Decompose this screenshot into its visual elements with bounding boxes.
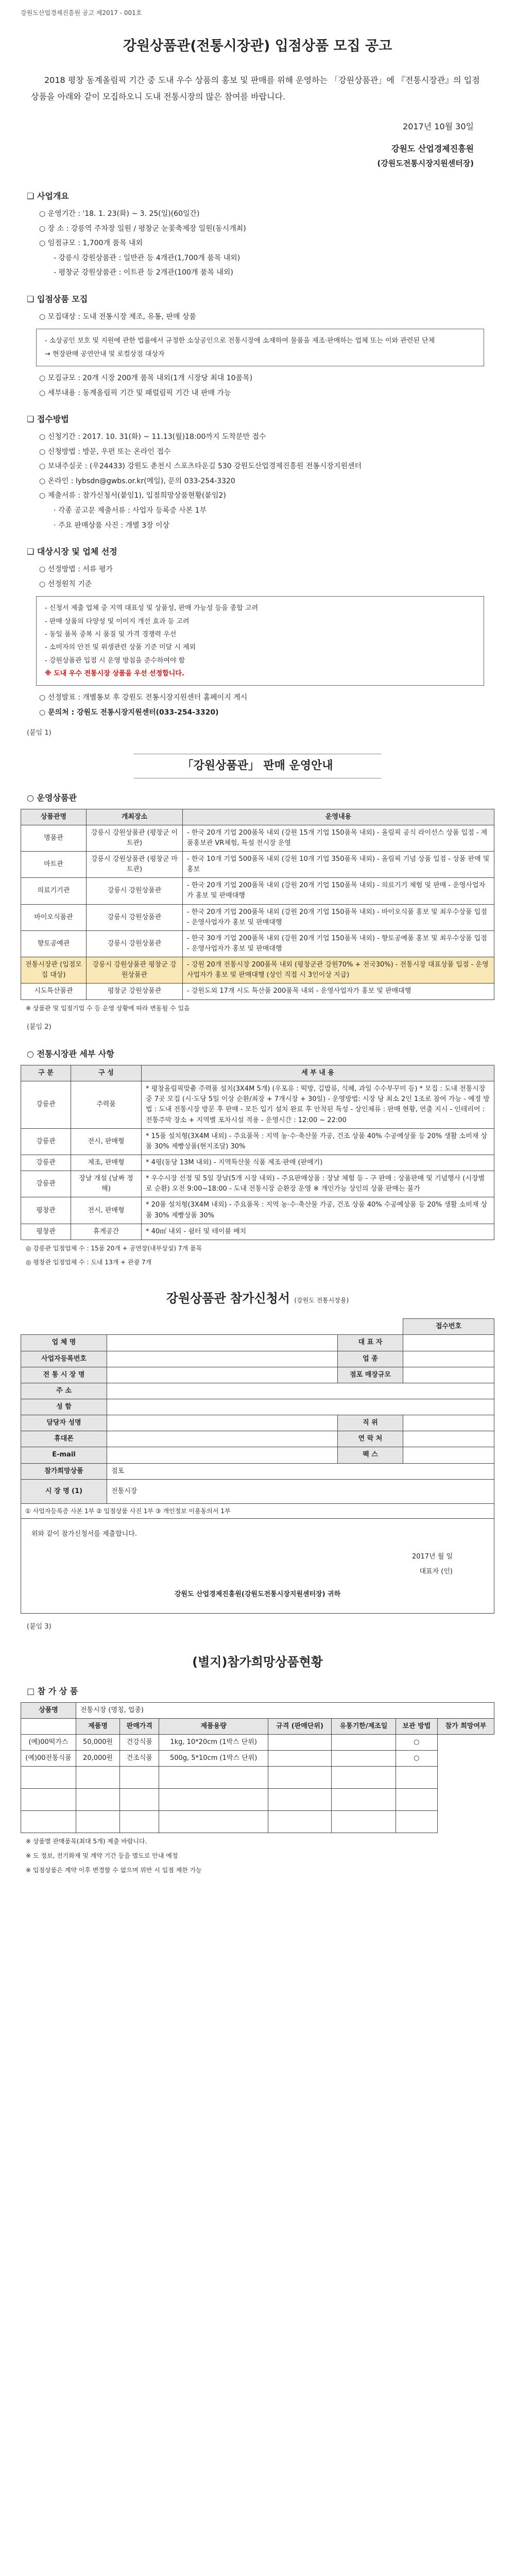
list-item: ○ 임점규모 : 1,700개 품목 내외	[39, 239, 143, 248]
form2-note: ※ 입점상품은 계약 이후 변경할 수 없으며 위반 시 입점 제한 가능	[26, 1866, 202, 1874]
col-header: 세 부 내 용	[142, 1065, 494, 1081]
sign-date: 2017년 월 일	[411, 1553, 453, 1561]
document-header: 강원도산업경제진흥원 공고 제2017 - 001호	[21, 9, 142, 16]
col-header: 보관 방법	[396, 1719, 437, 1735]
table-row	[21, 878, 494, 904]
table-row	[21, 1155, 494, 1171]
attachment-tag: (붙임 1)	[27, 728, 52, 737]
col-header: 구 분	[21, 1065, 71, 1081]
cell-details: * 평창올림픽맞춤 주력품 설치(3X4M 5개) (우포유 : 떡방, 김밥류, 식혜, 과일 수수부꾸미 등) * 모집 : 도내 전통시장 중 7곳 모집 (시·도당 5일 이상 순환/최장 + 7개시장 + 30일) - 운영방법: 시장 당 최소 2인 1조로 참여 가능 - 예정 방법 : 도내 전통시장 방문 후 판매 - 모든 입기 설치 완료 후 안착된 특성 - 상인체류 : 판매 현황, 연출 지시 - 인테리어 : 전통주막 장소 + 지역별 포차시설 적용 - 운영시간 : 12:00 ~ 22:00	[142, 1081, 494, 1129]
cell-venue: 평창군 강원상품관	[87, 984, 183, 999]
cell-division: 강릉관	[21, 1171, 71, 1197]
section-recruit-title: ❏ 입점상품 모집	[27, 294, 88, 304]
form1-title-text: 강원상품관 참가신청서	[166, 1291, 290, 1306]
box-line: - 동일 품목 중복 시 품질 및 가격 경쟁력 우선	[45, 630, 177, 638]
product-status-table	[21, 1702, 494, 1834]
selection-box	[36, 596, 484, 686]
form-field[interactable]	[403, 1335, 494, 1351]
table1-caption: ○ 운영상품관	[27, 792, 77, 803]
col-header: 판매가격	[120, 1719, 159, 1735]
form-label: 성 함	[21, 1399, 107, 1415]
cell-details: * 40㎡ 내외 - 쉼터 및 테이블 배치	[142, 1224, 494, 1240]
table-row	[21, 930, 494, 957]
cell-details: * 우수시장 선정 및 5일 장날(5개 시장 내외) - 주요판매상품 : 장날 체험 등 - 구 판매 : 상품판매 및 기념행사 (시장별로 순환) 오전 9:00~18:00 - 도내 전통시장 순환장 운영 ※ 개인가능 상인의 상품 판매는 불가	[142, 1171, 494, 1197]
section-apply-title: ❏ 접수방법	[27, 414, 69, 425]
cell-details: - 강원 20개 전통시장 200품목 내외 (평창군관 강원70% + 전국30%) - 전통시장 대표상품 입점 - 운영사업자가 홍보 및 판매대행 (상인 직접 시 3인이상 지급)	[183, 957, 494, 984]
form-field[interactable]	[107, 1399, 494, 1415]
market-label: 전통시장	[111, 1487, 138, 1495]
cell-division: 평창관	[21, 1224, 71, 1240]
form-field[interactable]	[107, 1335, 338, 1351]
cell-venue: 강릉시 강원상품관	[87, 930, 183, 957]
attachment-tag: (붙임 3)	[27, 1622, 52, 1631]
form-label: 직 위	[338, 1415, 403, 1431]
table-row	[21, 1735, 494, 1751]
table-row	[21, 957, 494, 984]
form-label: 휴대폰	[21, 1431, 107, 1447]
cell-composition: 전시, 판매형	[71, 1197, 142, 1224]
cell: 1kg, 10*20cm (1박스 단위)	[159, 1735, 268, 1751]
cell-showroom: 전통시장관 (입점모집 대상)	[21, 957, 87, 984]
cell	[268, 1751, 331, 1767]
form-field[interactable]	[107, 1415, 338, 1431]
box-line: ※ 도내 우수 전통시장 상품을 우선 선정합니다.	[45, 669, 184, 677]
cell-showroom: 의료기기관	[21, 878, 87, 904]
cell-venue: 강릉시 강원상품관	[87, 904, 183, 930]
list-item: ○ 장 소 : 강릉역 주차장 일원 / 평창군 눈꽃축제장 일원(동시개최)	[39, 224, 246, 233]
form-label: 대 표 자	[338, 1335, 403, 1351]
form-label: 연 락 처	[338, 1431, 403, 1447]
form-field[interactable]	[403, 1367, 494, 1383]
list-subitem: · 주요 판매상품 사진 : 개별 3장 이상	[54, 521, 170, 530]
cell-composition: 전시, 판매형	[71, 1128, 142, 1155]
cell-division: 강릉관	[21, 1128, 71, 1155]
checklist: ① 사업자등록증 사본 1부 ② 입점상품 사진 1부 ③ 개인정보 이용동의서 1부	[21, 1503, 494, 1519]
table-row	[21, 825, 494, 851]
page-title: 강원상품관(전통시장관) 입점상품 모집 공고	[123, 38, 392, 54]
col-header: 유통기한/제조일	[332, 1719, 396, 1735]
cell-details: - 한국 30개 기업 200품목 내외 (강원 20개 기업 150품목 내외) - 향토공예품 홍보 및 최우수상품 입점 - 운영사업자가 홍보 및 판매대행	[183, 930, 494, 957]
table-row	[21, 1171, 494, 1197]
col-header: 제품명	[76, 1719, 120, 1735]
cell-composition: 휴게공간	[71, 1224, 142, 1240]
box-line: - 소상공인 보호 및 지원에 관한 법률에서 규정한 소상공인으로 전통시장에 소재하여 물품을 제조·판매하는 업체 또는 이와 관련된 단체	[45, 337, 435, 345]
cell-venue: 강릉시 강원상품관 (평창군 이트관)	[87, 825, 183, 851]
cell-details: * 4평(동당 13M 내외) - 지역특산물 식품 제조·판매 (판매기)	[142, 1155, 494, 1171]
table-row	[21, 1751, 494, 1767]
table2-note: ◎ 강릉관 입점업체 수 : 15품 20개 + 공연장(내부상설) 7개 품목	[26, 1244, 202, 1252]
cell-composition: 제조, 판매형	[71, 1155, 142, 1171]
cell: 50,000원	[76, 1735, 120, 1751]
form1-title	[21, 1289, 494, 1308]
notice-date: 2017년 10월 30일	[403, 122, 474, 132]
table-row	[21, 984, 494, 999]
cell	[332, 1751, 396, 1767]
table2-caption: ○ 전통시장관 세부 사항	[27, 1049, 114, 1059]
application-form	[21, 1318, 494, 1614]
recruit-box	[36, 329, 484, 366]
form-field[interactable]	[403, 1447, 494, 1463]
form-label: 참가희망상품	[21, 1463, 107, 1479]
cell-composition: 주력품	[71, 1081, 142, 1129]
declaration: 위와 같이 참가신청서를 제출합니다.	[31, 1530, 137, 1538]
cell-details: * 15품 설치형(3X4M 내외) - 주요품목 : 지역 농·수·축산물 가공, 건조 상품 40% 수공예상품 등 20% 생활 소비재 상품 30% 제빵상품(현지조달) 30%	[142, 1128, 494, 1155]
form2-caption: □ 참 가 상 품	[27, 1686, 78, 1697]
list-item: ○ 신청기간 : 2017. 10. 31(화) ~ 11.13(월)18:00까지 도착분만 접수	[39, 433, 266, 442]
table-row	[21, 851, 494, 877]
list-subitem: - 평창군 강원상품관 : 이트관 등 2개관(100개 품목 내외)	[54, 268, 233, 277]
cell-venue: 강릉시 강원상품관 평창군 강원상품관	[87, 957, 183, 984]
table2-note: ◎ 평창관 입점업체 수 : 도내 13개 + 관광 7개	[26, 1259, 152, 1266]
form-label: 업 종	[338, 1351, 403, 1367]
form2-note: ※ 도 정보, 전기화재 및 계약 기간 등을 별도로 안내 예정	[26, 1852, 178, 1860]
form-label: 시 장 명 (1)	[21, 1479, 107, 1503]
table-row	[21, 1128, 494, 1155]
cell-showroom: 시도특산품관	[21, 984, 87, 999]
col-header: 구 성	[71, 1065, 142, 1081]
col-header: 상품관명	[21, 809, 87, 825]
cell: (예)00떡가스	[21, 1735, 76, 1751]
cell-composition: 장날 개설 (날짜 정해)	[71, 1171, 142, 1197]
cell: ○	[396, 1735, 437, 1751]
col-header: 개최장소	[87, 809, 183, 825]
form-field[interactable]	[107, 1463, 494, 1479]
form-field[interactable]	[107, 1383, 494, 1399]
form1-subtitle: (강원도 전통시장용)	[294, 1297, 349, 1304]
form-label: 업 체 명	[21, 1335, 107, 1351]
attachment-tag: (붙임 2)	[27, 1023, 52, 1031]
cell-details: - 한국 10개 기업 500품목 내외 (강원 10개 기업 350품목 내외) - 올림픽 기념 상품 입점 - 상품 판매 및 홍보	[183, 851, 494, 877]
table-row	[21, 1224, 494, 1240]
col-header: 참가 희망여부	[438, 1719, 494, 1735]
form-field[interactable]	[107, 1479, 494, 1503]
cell-showroom: 마트관	[21, 851, 87, 877]
cell	[332, 1735, 396, 1751]
list-item: ○ 온라인 : lybsdn@gwbs.or.kr(메일), 문의 033-254-3320	[39, 477, 235, 485]
section-overview-title: ❏ 사업개요	[27, 191, 69, 201]
contact-line: ○ 문의처 : 강원도 전통시장지원센터(033-254-3320)	[39, 708, 219, 717]
signer: 대표자 (인)	[419, 1567, 453, 1575]
cell-showroom: 바이오식품관	[21, 904, 87, 930]
market-detail-table	[21, 1065, 494, 1240]
table-row	[21, 1197, 494, 1224]
issuing-org-sub: (강원도전통시장지원센터장)	[377, 159, 474, 168]
table-row	[21, 1081, 494, 1129]
cell-details: - 한국 20개 기업 200품목 내외 (강원 20개 기업 150품목 내외) - 의료기기 체험 및 판매 - 운영사업자가 홍보 및 판매대행	[183, 878, 494, 904]
form-field[interactable]	[107, 1447, 338, 1463]
form-field[interactable]	[403, 1431, 494, 1447]
cell: ○	[396, 1751, 437, 1767]
form-field[interactable]	[403, 1415, 494, 1431]
cell	[268, 1735, 331, 1751]
form2-note: ※ 상품별 판매품목(최대 5개) 제출 바랍니다.	[26, 1838, 147, 1845]
cell-venue: 강릉시 강원상품관 (평창군 마트관)	[87, 851, 183, 877]
list-subitem: - 강릉시 강원상품관 : 일반관 등 4개관(1,700개 품목 내외)	[54, 253, 241, 262]
form-label: 팩 스	[338, 1447, 403, 1463]
showroom-table	[21, 809, 494, 1000]
table-row	[21, 904, 494, 930]
list-item: ○ 선정방법 : 서류 평가	[39, 565, 113, 574]
list-item: ○ 신청방법 : 방문, 우편 또는 온라인 접수	[39, 447, 171, 456]
box-line: → 현장판매 공연안내 및 로컬상점 대상자	[45, 350, 165, 358]
cell-division: 강릉관	[21, 1081, 71, 1129]
box-line: - 신청서 제출 업체 중 지역 대표성 및 상품성, 판매 가능성 등을 종합 고려	[45, 604, 259, 613]
cell: 20,000원	[76, 1751, 120, 1767]
cell-showroom: 명품관	[21, 825, 87, 851]
cell-details: - 한국 20개 기업 200품목 내외 (강원 15개 기업 150품목 내외) - 올림픽 공식 라이선스 상품 입점 - 제품홍보관 VR체험, 특설 전시장 운영	[183, 825, 494, 851]
recipient: 강원도 산업경제진흥원(강원도전통시장지원센터장) 귀하	[174, 1590, 341, 1598]
form-field[interactable]	[107, 1431, 338, 1447]
market-name: 전통시장 (명칭, 업종)	[76, 1702, 494, 1718]
list-item: ○ 모집규모 : 20개 시장 200개 품목 내외(1개 시장당 최대 10품목)	[39, 374, 253, 383]
cell: 500g, 5*10cm (1박스 단위)	[159, 1751, 268, 1767]
col-header: 상품명	[21, 1702, 76, 1718]
list-item: ○ 선정원칙 기준	[39, 580, 92, 588]
list-item: ○ 보내주실곳 : (우24433) 강원도 춘천시 스포츠타운길 530 강원도산업경제진흥원 전통시장지원센터	[39, 462, 362, 471]
table1-title: 「강원상품관」 판매 운영안내	[134, 754, 381, 778]
form-label: 사업자등록번호	[21, 1351, 107, 1367]
cell-details: - 강원도외 17개 시도 특산품 200품목 내외 - 운영사업자가 홍보 및 판매대행	[183, 984, 494, 999]
cell-showroom: 향토공예관	[21, 930, 87, 957]
box-line: - 소비자의 안전 및 위생관련 상품 기준 미달 시 제외	[45, 643, 196, 652]
cell-venue: 강릉시 강원상품관	[87, 878, 183, 904]
list-item: ○ 운영기간 : '18. 1. 23(화) ~ 3. 25(일)(60일간)	[39, 210, 200, 218]
form-field[interactable]	[107, 1351, 338, 1367]
receipt-label: 접수번호	[403, 1319, 494, 1335]
form-label: E-mail	[21, 1447, 107, 1463]
form2-title: (별지)참가희망상품현황	[192, 1654, 323, 1669]
cell-division: 강릉관	[21, 1155, 71, 1171]
form-field[interactable]	[107, 1367, 338, 1383]
intro-paragraph: 2018 평창 동계올림픽 기간 중 도내 우수 상품의 홍보 및 판매를 위해 운영하는 「강원상품관」에 『전통시장관』의 입점상품을 아래와 같이 모집하오니 도내 전통시장의 많은 참여를 바랍니다.	[31, 75, 480, 102]
form-label: 주 소	[21, 1383, 107, 1399]
cell-details: - 한국 20개 기업 200품목 내외 (강원 20개 기업 150품목 내외) - 바이오식품 홍보 및 최우수상품 입점 - 운영사업자가 홍보 및 판매대행	[183, 904, 494, 930]
col-header: 규격 (판매단위)	[268, 1719, 331, 1735]
form-label: 담당자 성명	[21, 1415, 107, 1431]
list-subitem: · 각종 공고문 제출서류 : 사업자 등록증 사본 1부	[54, 506, 207, 515]
form-label: 점포 매장규모	[338, 1367, 403, 1383]
cell-division: 평창관	[21, 1197, 71, 1224]
box-line: - 강원상품관 입점 시 운영 방침을 준수하여야 함	[45, 656, 185, 665]
stall-label: 점포	[111, 1467, 125, 1475]
box-line: - 판매 상품의 다양성 및 이미지 개선 효과 등 고려	[45, 617, 190, 625]
cell-details: * 20품 설치형(3X4M 내외) - 주요품목 : 지역 농·수·축산물 가공, 건조 상품 40% 수공예상품 등 20% 생활 소비재 상품 30% 제빵상품 30%	[142, 1197, 494, 1224]
list-item: ○ 선정발표 : 개별통보 후 강원도 전통시장지원센터 홈페이지 게시	[39, 693, 248, 702]
cell: 건강식품	[120, 1735, 159, 1751]
col-header: 제품용량	[159, 1719, 268, 1735]
table1-note: ※ 상품관 및 입점기업 수 등 운영 상황에 따라 변동될 수 있음	[26, 1004, 190, 1012]
form-label: 전 통 시 장 명	[21, 1367, 107, 1383]
list-item: ○ 제출서류 : 참가신청서(붙임1), 입점희망상품현황(붙임2)	[39, 492, 226, 500]
form-field[interactable]	[403, 1351, 494, 1367]
col-header: 운영내용	[183, 809, 494, 825]
section-selection-title: ❏ 대상시장 및 업체 선정	[27, 547, 117, 557]
issuing-org: 강원도 산업경제진흥원	[391, 144, 474, 154]
list-item: ○ 모집대상 : 도내 전통시장 제조, 유통, 판매 상품	[39, 312, 196, 321]
list-item: ○ 세부내용 : 동계올림픽 기간 및 패럴림픽 기간 내 판매 가능	[39, 388, 231, 397]
cell: (예)00전통식품	[21, 1751, 76, 1767]
cell: 건조식품	[120, 1751, 159, 1767]
